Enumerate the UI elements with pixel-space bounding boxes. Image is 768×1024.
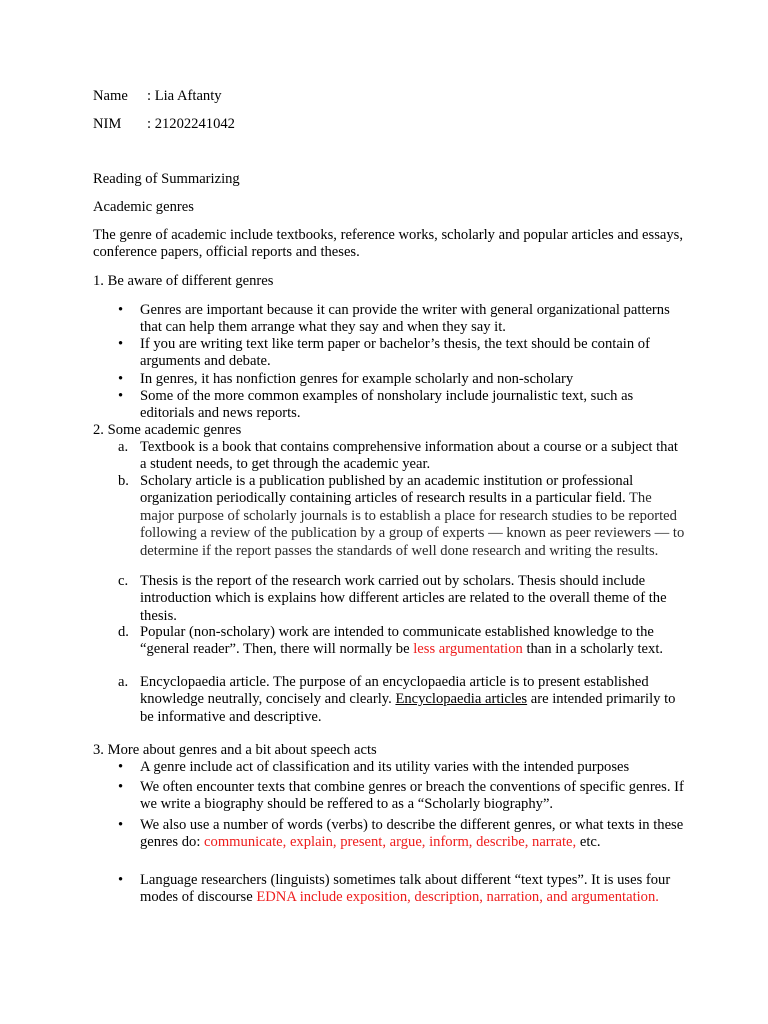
bullet-text: Language researchers (linguists) sometimes talk about different “text types”. It is uses four modes of discourse EDNA include exposition, description, narration, and argumentation. xyxy=(140,872,671,906)
section1-bullet xyxy=(118,302,688,337)
bullet-text: We also use a number of words (verbs) to describe the different genres, or what texts in these genres do: communicate, explain, present, argue, inform, describe, narrate, etc. xyxy=(140,817,684,851)
bullet-icon: • xyxy=(118,302,124,318)
item-text: Thesis is the report of the research work carried out by scholars. Thesis should include introduction which is explains how different articles are related to the overall theme of the thesis. xyxy=(140,573,667,624)
bullet-icon: • xyxy=(118,371,124,387)
section3-bullet xyxy=(118,872,688,907)
section3-bullet xyxy=(118,817,688,852)
item-text: Textbook is a book that contains comprehensive information about a course or a subject that a student needs, to get through the academic year. xyxy=(140,439,678,473)
item-text: Scholary article is a publication published by an academic institution or professional organization periodically containing articles of research results in a particular field. The major purpose of scholarly journals is to establish a place for research studies to be reported following a review of the publication by a group of experts — known as peer reviewers — to determine if the report passes the standards of well done research and writing the results. xyxy=(140,473,685,559)
item-marker: a. xyxy=(118,674,129,690)
item-marker: a. xyxy=(118,439,129,455)
section2-item xyxy=(118,573,688,625)
section3-heading: 3. More about genres and a bit about speech acts xyxy=(93,742,377,758)
bullet-icon: • xyxy=(118,817,124,833)
section3-bullet xyxy=(118,779,688,814)
section3-bullet xyxy=(118,759,688,776)
bullet-icon: • xyxy=(118,759,124,775)
bullet-icon: • xyxy=(118,388,124,404)
highlight-text: less argumentation xyxy=(413,641,523,658)
highlight-text: EDNA include exposition, description, narration, and argumentation. xyxy=(256,889,659,906)
name-line xyxy=(93,88,222,105)
bullet-icon: • xyxy=(118,336,124,352)
section1-bullet xyxy=(118,336,688,371)
document-subtitle: Academic genres xyxy=(93,199,194,215)
section2-item xyxy=(118,624,688,659)
nim-value: : 21202241042 xyxy=(147,116,235,132)
section1-bullet xyxy=(118,388,688,423)
name-label: Name xyxy=(93,88,128,104)
document-title: Reading of Summarizing xyxy=(93,171,240,187)
bullet-text: We often encounter texts that combine genres or breach the conventions of specific genres. If we write a biography should be reffered to as a “Scholarly biography”. xyxy=(140,779,684,813)
item-text: Popular (non-scholary) work are intended to communicate established knowledge to the “general reader”. Then, there will normally be less argumentation than in a scholarly text. xyxy=(140,624,664,658)
section2-item xyxy=(118,473,688,560)
section2-item xyxy=(118,674,688,726)
section1-heading: 1. Be aware of different genres xyxy=(93,273,274,289)
underlined-text: Encyclopaedia articles xyxy=(395,691,528,708)
nim-line xyxy=(93,116,235,133)
highlight-text: communicate, explain, present, argue, inform, describe, narrate, xyxy=(204,834,577,851)
item-marker: d. xyxy=(118,624,129,640)
bullet-text: A genre include act of classification and its utility varies with the intended purposes xyxy=(140,759,630,775)
bullet-icon: • xyxy=(118,872,124,888)
item-marker: c. xyxy=(118,573,129,589)
name-value: : Lia Aftanty xyxy=(147,88,222,104)
item-text: Encyclopaedia article. The purpose of an encyclopaedia article is to present established knowledge neutrally, concisely and clearly. Encyclopaedia articles are intended primarily to be informative and descriptive. xyxy=(140,674,676,725)
intro-paragraph: The genre of academic include textbooks, reference works, scholarly and popular articles and essays, conference papers, official reports and theses. xyxy=(93,227,683,261)
item-marker: b. xyxy=(118,473,129,489)
bullet-text: Some of the more common examples of nonsholary include journalistic text, such as editorials and news reports. xyxy=(140,388,634,422)
section2-heading: 2. Some academic genres xyxy=(93,422,242,438)
bullet-text: In genres, it has nonfiction genres for example scholarly and non-scholary xyxy=(140,371,574,387)
nim-label: NIM xyxy=(93,116,122,132)
bullet-text: If you are writing text like term paper or bachelor’s thesis, the text should be contain of arguments and debate. xyxy=(140,336,650,370)
item-extra-text: The major purpose of scholarly journals is to establish a place for research studies to be reported following a review of the publication by a group of experts — known as peer reviewers — to determine if the report passes the standards of well done research and writing the results. xyxy=(140,490,685,559)
section1-bullet xyxy=(118,371,688,388)
bullet-text: Genres are important because it can provide the writer with general organizational patterns that can help them arrange what they say and when they say it. xyxy=(140,302,670,336)
bullet-icon: • xyxy=(118,779,124,795)
section2-item xyxy=(118,439,688,474)
